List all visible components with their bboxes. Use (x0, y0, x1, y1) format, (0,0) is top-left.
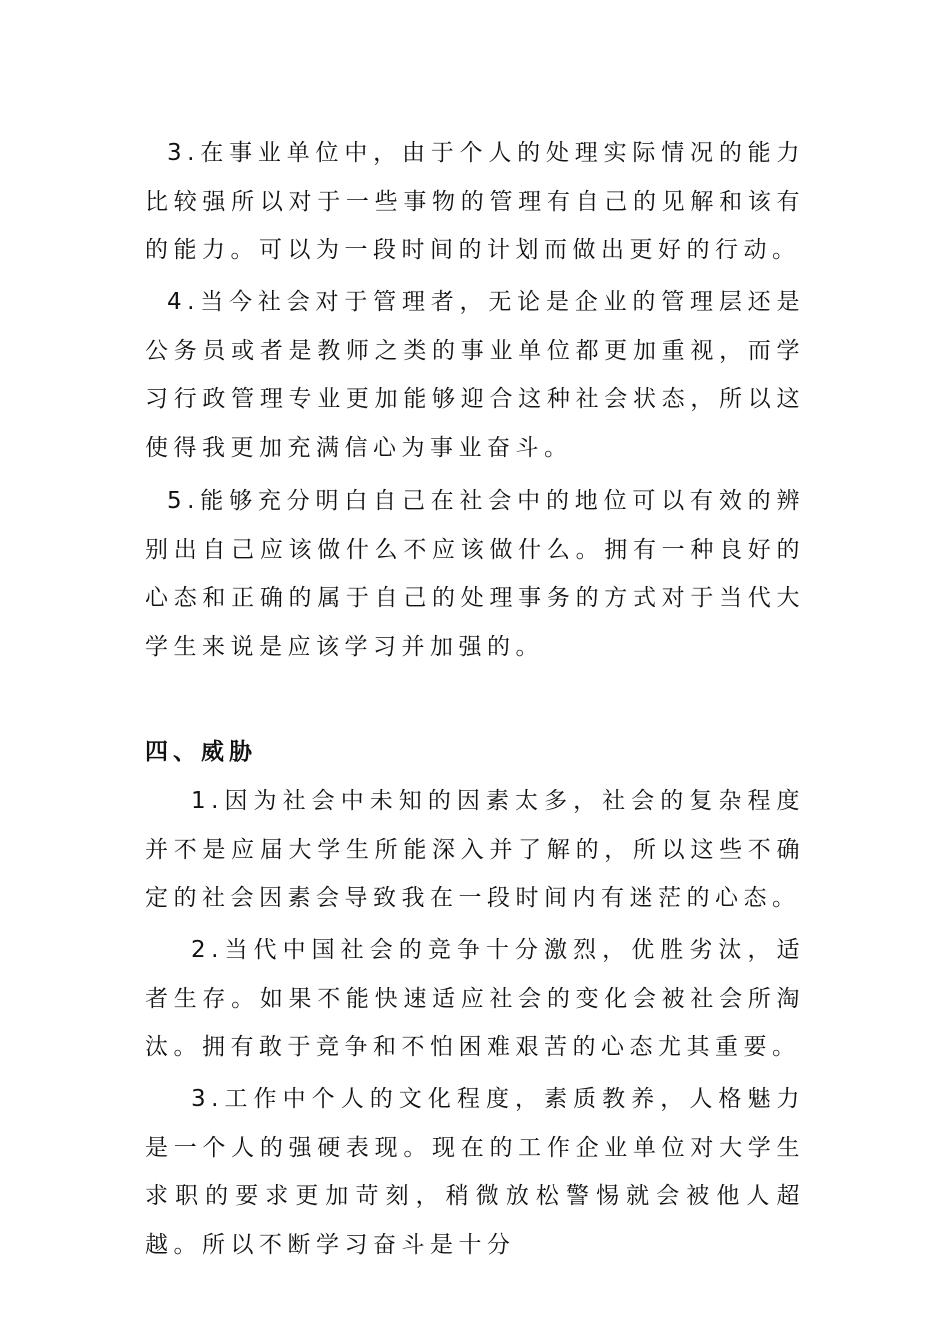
paragraph-threat-3: 3.工作中个人的文化程度，素质教养，人格魅力是一个人的强硬表现。现在的工作企业单位对大学生求职的要求更加苛刻，稍微放松警惕就会被他人超越。所以不断学习奋斗是十分 (145, 1086, 805, 1258)
section-heading-threats: 四、威胁 (145, 739, 257, 765)
paragraph-strength-4: 4.当今社会对于管理者，无论是企业的管理层还是公务员或者是教师之类的事业单位都更加重视，而学习行政管理专业更加能够迎合这种社会状态，所以这使得我更加充满信心为事业奋斗。 (145, 289, 805, 461)
paragraph-strength-3: 3.在事业单位中，由于个人的处理实际情况的能力比较强所以对于一些事物的管理有自己的见解和该有的能力。可以为一段时间的计划而做出更好的行动。 (145, 140, 805, 263)
paragraph-threat-1: 1.因为社会中未知的因素太多，社会的复杂程度并不是应届大学生所能深入并了解的，所以这些不确定的社会因素会导致我在一段时间内有迷茫的心态。 (145, 788, 805, 911)
paragraph-strength-5: 5.能够充分明白自己在社会中的地位可以有效的辨别出自己应该做什么不应该做什么。拥有一种良好的心态和正确的属于自己的处理事务的方式对于当代大学生来说是应该学习并加强的。 (145, 488, 805, 660)
paragraph-threat-2: 2.当代中国社会的竞争十分激烈，优胜劣汰，适者生存。如果不能快速适应社会的变化会被社会所淘汰。拥有敢于竞争和不怕困难艰苦的心态尤其重要。 (145, 937, 805, 1060)
